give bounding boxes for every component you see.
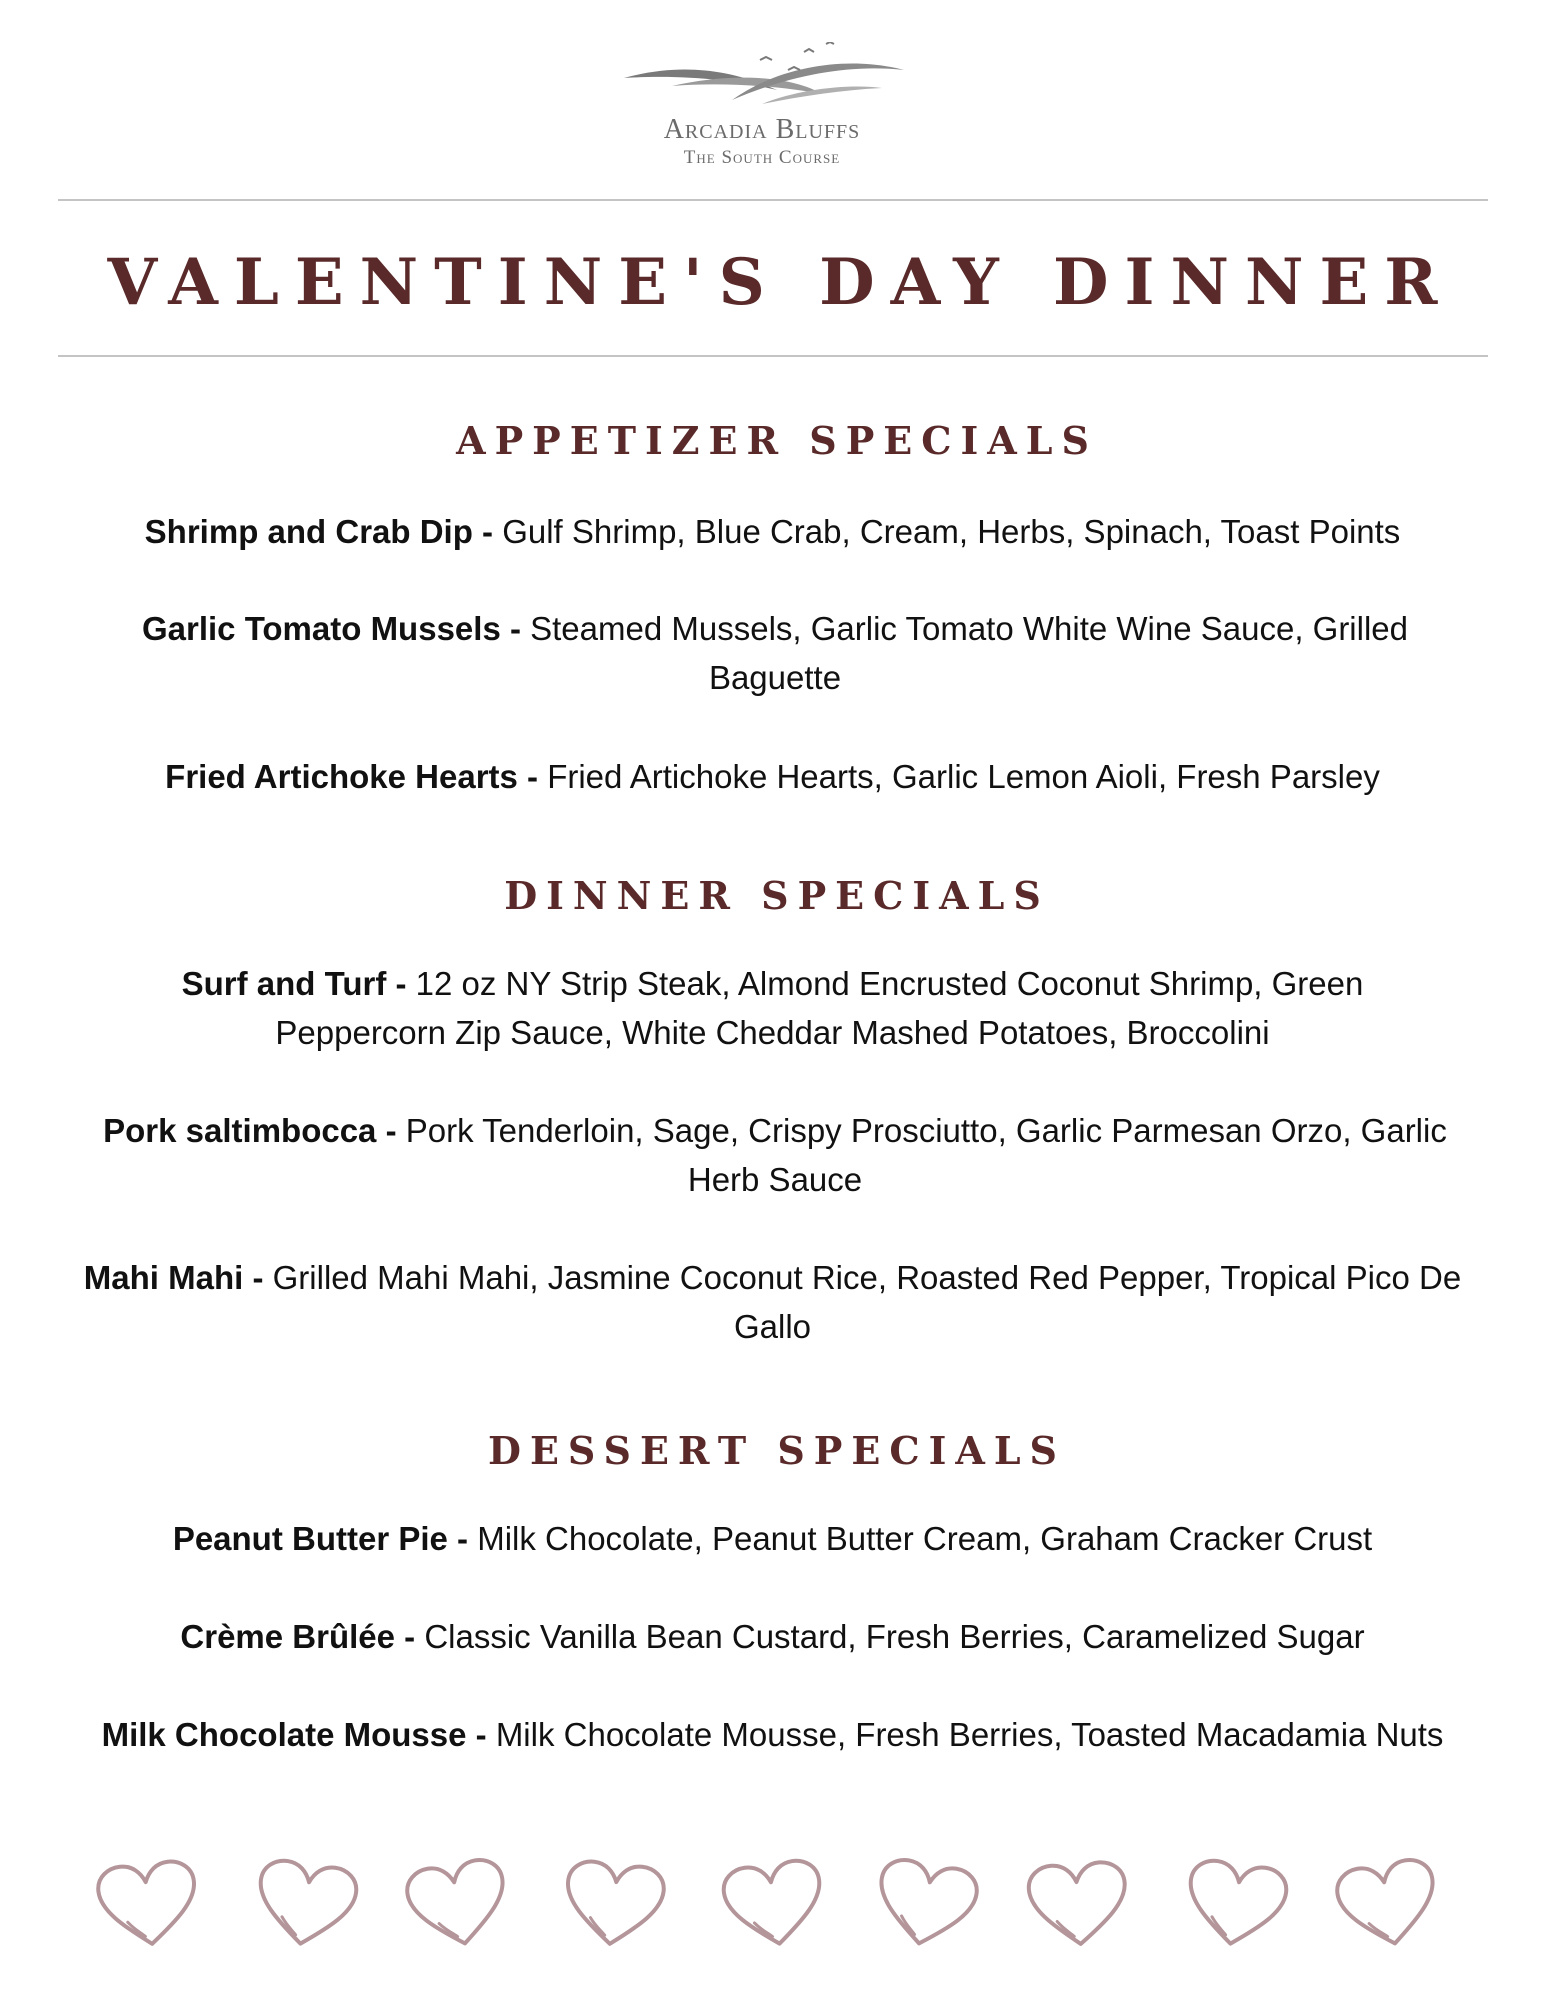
menu-item bbox=[95, 1106, 1455, 1204]
menu-item-description: Milk Chocolate Mousse, Fresh Berries, Toasted Macadamia Nuts bbox=[495, 1716, 1444, 1753]
menu-item-name: Mahi Mahi - bbox=[83, 1259, 273, 1296]
title-divider bbox=[58, 355, 1488, 357]
heart-outline-icon bbox=[1325, 1849, 1451, 1959]
menu-item-name: Milk Chocolate Mousse - bbox=[101, 1716, 496, 1753]
menu-item-description: 12 oz NY Strip Steak, Almond Encrusted Coconut Shrimp, Green Peppercorn Zip Sauce, White Cheddar Mashed Potatoes, Broccolini bbox=[275, 965, 1364, 1051]
logo-name: Arcadia Bluffs bbox=[663, 114, 861, 145]
section-title-appetizers: APPETIZER SPECIALS bbox=[456, 418, 1098, 463]
menu-item-description: Grilled Mahi Mahi, Jasmine Coconut Rice, Roasted Red Pepper, Tropical Pico De Gallo bbox=[272, 1259, 1462, 1345]
menu-item-name: Peanut Butter Pie - bbox=[172, 1520, 478, 1557]
menu-item bbox=[40, 1514, 1505, 1563]
section-title-dinner: DINNER SPECIALS bbox=[504, 873, 1050, 918]
menu-item bbox=[40, 752, 1505, 801]
menu-item bbox=[30, 1710, 1515, 1759]
heart-outline-icon bbox=[244, 1851, 368, 1958]
bluffs-birds-icon bbox=[612, 42, 912, 112]
menu-item bbox=[75, 604, 1475, 702]
heart-outline-icon bbox=[553, 1852, 674, 1955]
menu-item-description: Pork Tenderloin, Sage, Crispy Prosciutto, Garlic Parmesan Orzo, Garlic Herb Sauce bbox=[405, 1112, 1447, 1198]
heart-outline-icon bbox=[87, 1852, 208, 1955]
menu-item-name: Crème Brûlée - bbox=[180, 1618, 425, 1655]
heart-outline-icon bbox=[712, 1851, 836, 1958]
menu-item bbox=[130, 959, 1415, 1057]
menu-item-description: Fried Artichoke Hearts, Garlic Lemon Aioli, Fresh Parsley bbox=[547, 758, 1380, 795]
menu-item-name: Garlic Tomato Mussels - bbox=[141, 610, 531, 647]
heart-outline-icon bbox=[1174, 1851, 1298, 1958]
heart-outline-icon bbox=[395, 1849, 521, 1959]
menu-item-name: Surf and Turf - bbox=[181, 965, 416, 1002]
logo bbox=[612, 42, 912, 177]
page-title: VALENTINE'S DAY DINNER bbox=[107, 245, 1454, 320]
menu-item-name: Fried Artichoke Hearts - bbox=[165, 758, 548, 795]
top-divider bbox=[58, 199, 1488, 201]
menu-item-description: Steamed Mussels, Garlic Tomato White Wine Sauce, Grilled Baguette bbox=[530, 610, 1409, 696]
menu-item-description: Gulf Shrimp, Blue Crab, Cream, Herbs, Spinach, Toast Points bbox=[502, 513, 1401, 550]
menu-item bbox=[40, 1612, 1505, 1661]
menu-item-description: Classic Vanilla Bean Custard, Fresh Berries, Caramelized Sugar bbox=[424, 1618, 1365, 1655]
menu-item-name: Pork saltimbocca - bbox=[103, 1112, 406, 1149]
section-title-dessert: DESSERT SPECIALS bbox=[488, 1428, 1066, 1473]
heart-outline-icon bbox=[863, 1849, 989, 1959]
heart-outline-icon bbox=[1019, 1854, 1137, 1954]
menu-item bbox=[55, 1253, 1490, 1351]
menu-item-description: Milk Chocolate, Peanut Butter Cream, Graham Cracker Crust bbox=[477, 1520, 1373, 1557]
menu-item-name: Shrimp and Crab Dip - bbox=[144, 513, 503, 550]
hearts-decoration bbox=[0, 1858, 1545, 1958]
logo-subtitle: The South Course bbox=[683, 147, 841, 168]
menu-item bbox=[40, 507, 1505, 556]
